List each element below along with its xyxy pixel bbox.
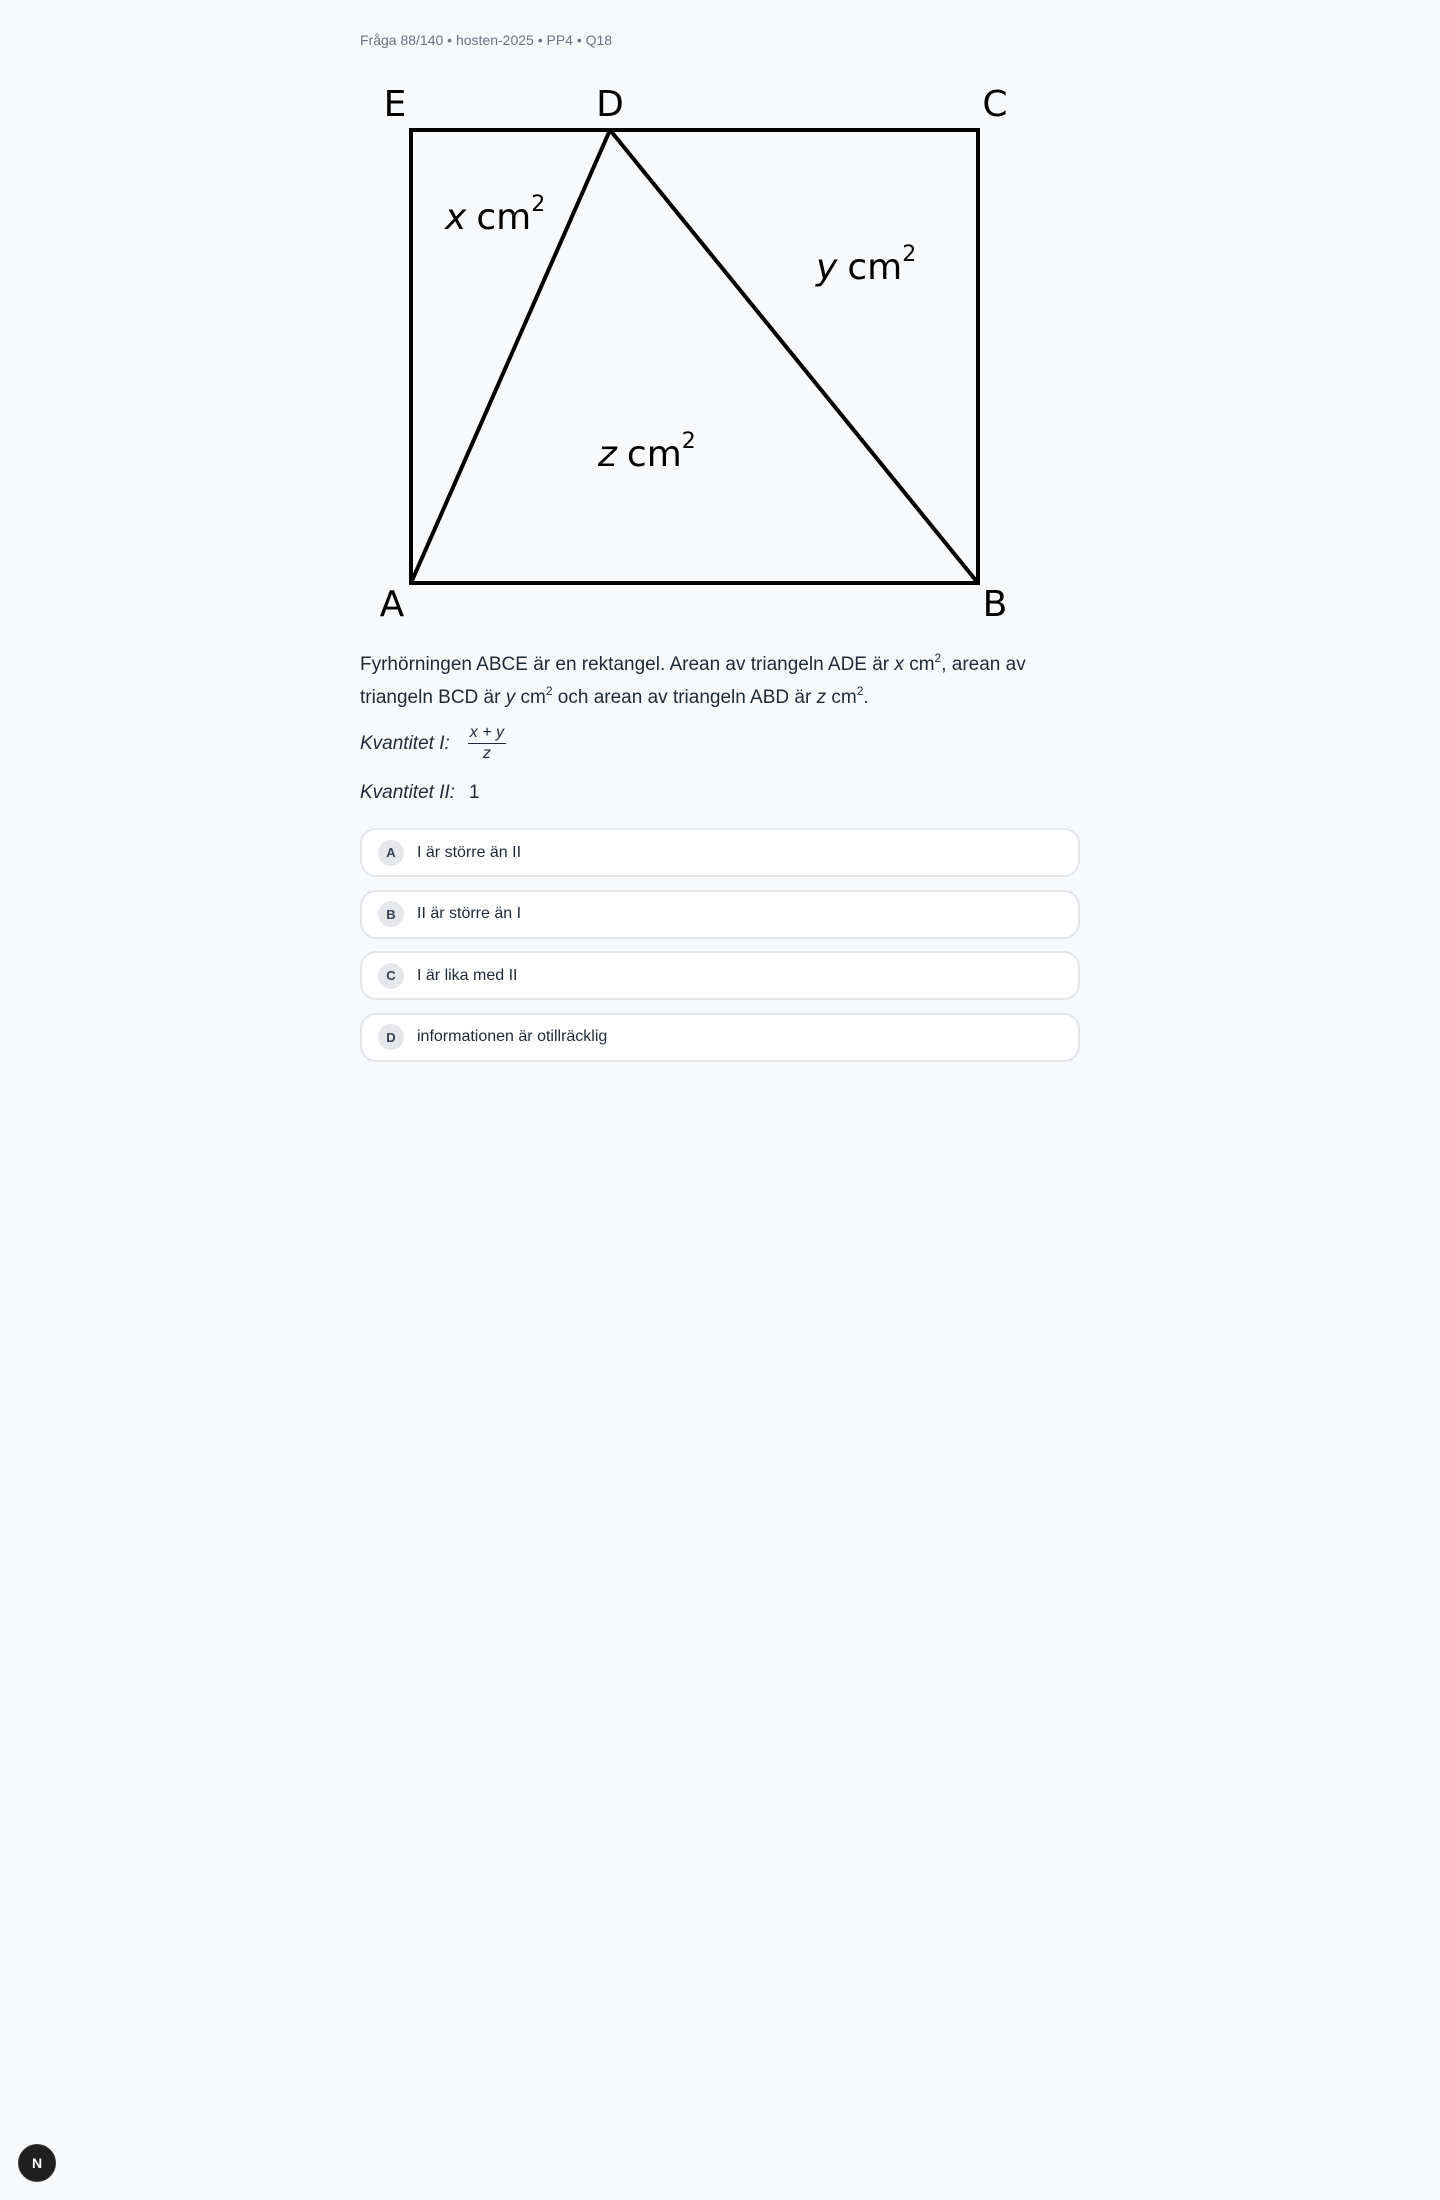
fraction-denominator: z — [482, 745, 491, 762]
problem-var-x: x — [894, 654, 904, 675]
region-z-exp: 2 — [681, 429, 696, 454]
option-letter-badge: C — [378, 963, 404, 989]
option-letter-badge: A — [378, 840, 404, 866]
quantity-two-value: 1 — [469, 782, 480, 803]
answer-options — [360, 828, 1080, 1074]
problem-exp-3: 2 — [856, 684, 864, 698]
region-x-unit: cm — [476, 197, 532, 238]
region-y-unit: cm — [847, 247, 903, 288]
region-y-exp: 2 — [902, 242, 917, 267]
region-y-var: y — [816, 247, 838, 288]
problem-exp-1: 2 — [934, 651, 942, 665]
problem-exp-2: 2 — [545, 684, 553, 698]
answer-option-a[interactable] — [360, 828, 1080, 877]
geometry-figure — [360, 72, 1080, 632]
quantity-two-label: Kvantitet II: — [360, 782, 456, 803]
point-label-b: B — [982, 584, 1008, 625]
region-label-x — [444, 192, 545, 238]
region-x-var: x — [445, 197, 467, 238]
problem-var-y: y — [505, 687, 516, 708]
answer-option-d[interactable] — [360, 1013, 1080, 1062]
problem-part-2: , arean av triangeln BCD är — [360, 654, 1026, 708]
option-letter-badge: B — [378, 901, 404, 927]
question-meta: Fråga 88/140 • hosten-2025 • PP4 • Q18 — [360, 32, 613, 48]
region-x-exp: 2 — [531, 192, 546, 217]
problem-var-z: z — [816, 687, 827, 708]
region-z-unit: cm — [626, 434, 682, 475]
segment-db — [610, 130, 978, 583]
problem-unit-3: cm — [831, 687, 857, 708]
region-z-var: z — [598, 434, 617, 475]
fraction-numerator: x + y — [468, 724, 506, 744]
problem-unit-2: cm — [520, 687, 546, 708]
problem-statement — [360, 648, 1080, 714]
point-label-a: A — [379, 584, 405, 625]
region-label-z — [597, 429, 696, 475]
quantity-one-fraction — [468, 724, 506, 763]
option-letter-badge: D — [378, 1024, 404, 1050]
option-text: I är lika med II — [417, 966, 518, 984]
answer-option-c[interactable] — [360, 951, 1080, 1000]
problem-part-3: och arean av triangeln ABD är — [552, 687, 817, 708]
rectangle-diagram — [360, 72, 1080, 632]
point-label-e: E — [383, 84, 407, 125]
point-label-c: C — [982, 84, 1008, 125]
next-logo-icon: N — [31, 2155, 43, 2171]
option-text: I är större än II — [417, 843, 522, 861]
option-text: II är större än I — [417, 905, 522, 922]
point-label-d: D — [596, 84, 624, 125]
option-text: informationen är otillräcklig — [417, 1028, 608, 1045]
problem-part-1: Fyrhörningen ABCE är en rektangel. Arean av triangeln ADE är — [360, 654, 895, 675]
quantity-two — [360, 782, 480, 804]
quantity-one-label: Kvantitet I: — [360, 732, 450, 754]
answer-option-b[interactable] — [360, 890, 1080, 939]
problem-part-4: . — [863, 687, 869, 708]
region-label-y — [815, 242, 916, 288]
problem-unit-1: cm — [909, 654, 935, 675]
quantity-one — [360, 724, 506, 763]
next-logo-button[interactable] — [18, 2144, 56, 2182]
